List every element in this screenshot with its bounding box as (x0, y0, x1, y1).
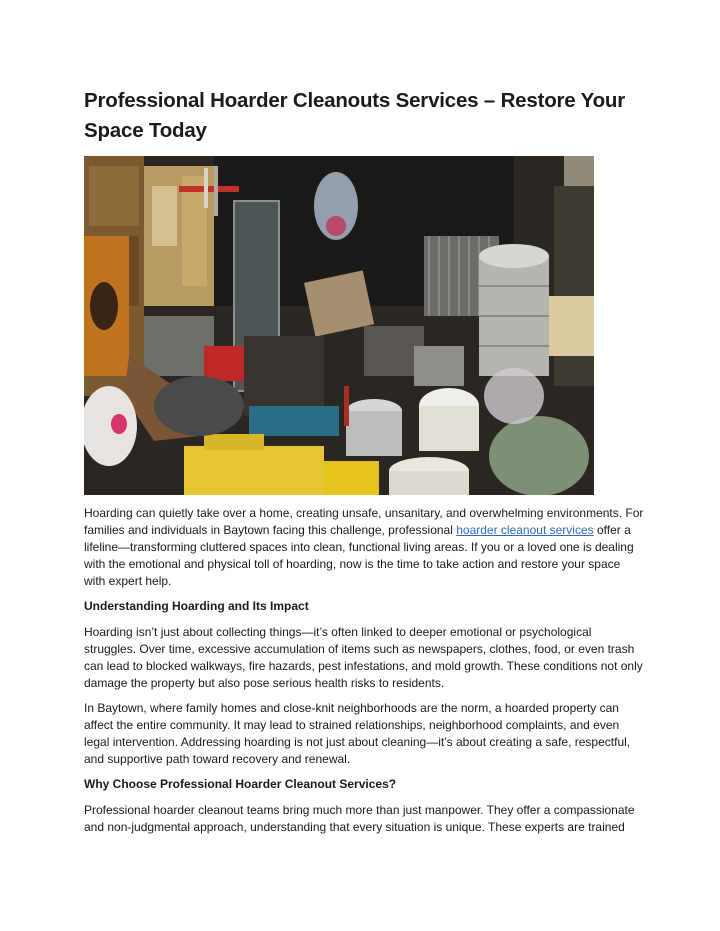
section1-paragraph-1: Hoarding isn’t just about collecting things—it’s often linked to deeper emotional or psychological struggles. Over time, excessive accumulation of items such as newspapers, clothes, food, or even trash can lead to blocked walkways, fire hazards, pest infestations, and mold growth. These conditions not only damage the property but also pose serious health risks to residents. (84, 625, 643, 690)
article-body (84, 505, 644, 844)
section1-paragraph-2: In Baytown, where family homes and close-knit neighborhoods are the norm, a hoarded property can affect the entire community. It may lead to strained relationships, neighborhood complaints, and even legal intervention. Addressing hoarding is not just about cleaning—it’s about creating a safe, respectful, and supportive path toward recovery and renewal. (84, 701, 631, 766)
intro-text-start: Hoarding can quietly take over a home, creating unsafe, unsanitary, and overwhelming environments. For families and individuals in Baytown facing this challenge, professional (84, 506, 644, 537)
section-heading-why-choose: Why Choose Professional Hoarder Cleanout Services? (84, 777, 397, 791)
cluttered-room-photo (84, 156, 594, 495)
intro-paragraph (84, 505, 644, 590)
section2-paragraph-1: Professional hoarder cleanout teams bring much more than just manpower. They offer a compassionate and non-judgmental approach, understanding that every situation is unique. These experts are trained (84, 803, 635, 834)
page-title: Professional Hoarder Cleanouts Services – Restore Your Space Today (84, 89, 626, 142)
section-heading-understanding: Understanding Hoarding and Its Impact (84, 599, 309, 613)
intro-text-end: offer a lifeline—transforming cluttered spaces into clean, functional living areas. If you or a loved one is dealing with the emotional and physical toll of hoarding, now is the time to take action and restore your space with expert help. (84, 523, 634, 588)
hoarder-cleanout-services-link[interactable]: hoarder cleanout services (456, 523, 594, 537)
